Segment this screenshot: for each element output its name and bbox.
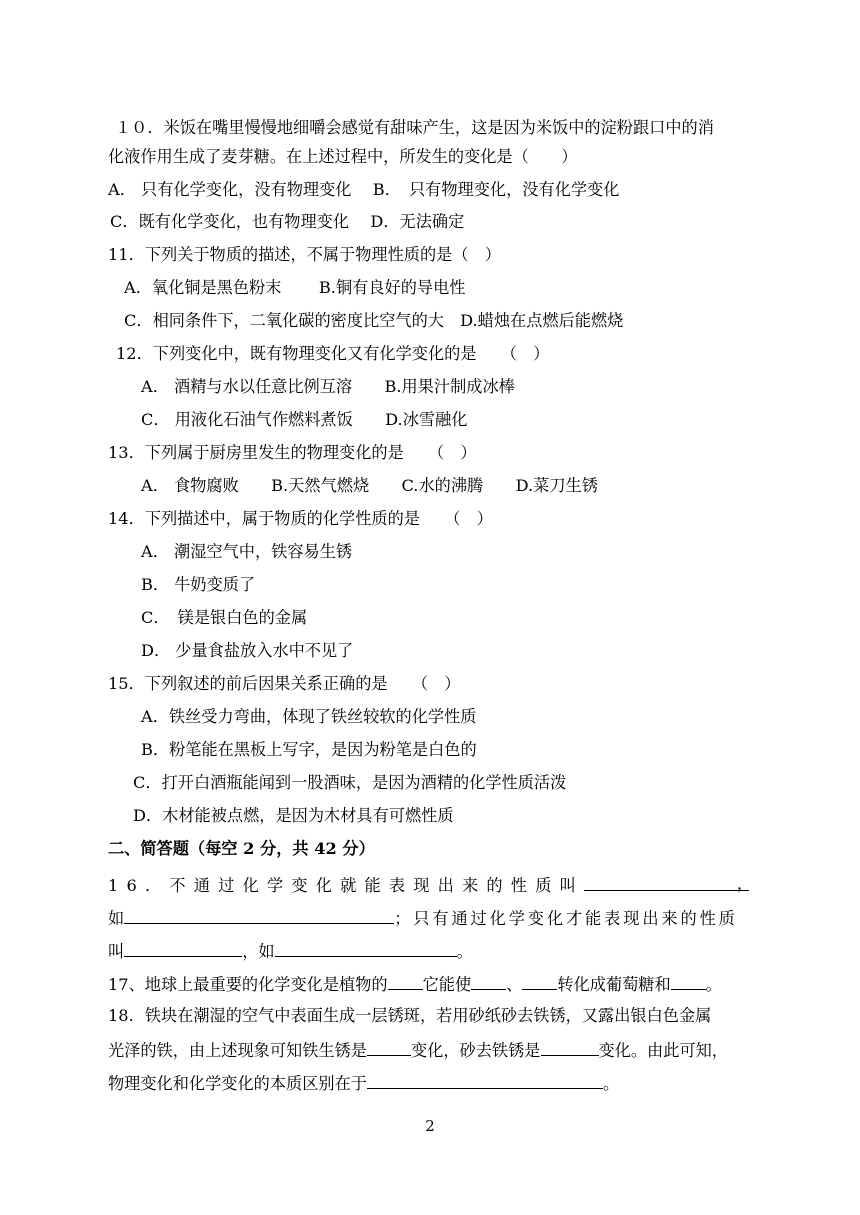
q18-blank-1[interactable] <box>367 1039 411 1056</box>
q18-line1: 18．铁块在潮湿的空气中表面生成一层锈斑，若用砂纸砂去铁锈，又露出银白色金属 <box>108 1006 712 1025</box>
q18-line3 <box>108 1072 619 1094</box>
q16-comma: ， <box>736 874 753 893</box>
q11-stem: 11．下列关于物质的描述，不属于物理性质的是（ ） <box>108 245 501 264</box>
q16-end: 。 <box>456 942 473 961</box>
q10-line2: 化液作用生成了麦芽糖。在上述过程中，所发生的变化是（ ） <box>108 147 578 166</box>
q13-options: A． 食物腐败 B.天然气燃烧 C.水的沸腾 D.菜刀生锈 <box>141 476 598 495</box>
page-number: 2 <box>425 1117 435 1135</box>
q16-blank-4[interactable] <box>275 940 457 957</box>
q15-option-a: A．铁丝受力弯曲，体现了铁丝较软的化学性质 <box>141 707 477 726</box>
q16-line1 <box>108 874 753 896</box>
q16-line2 <box>108 907 738 929</box>
q18-l2b: 变化，砂去铁锈是 <box>411 1041 541 1060</box>
q17-blank-2[interactable] <box>471 973 506 990</box>
q16-part5: ，如 <box>242 942 275 961</box>
q14-option-b: B． 牛奶变质了 <box>141 575 256 594</box>
q17-t3: 、 <box>506 975 523 994</box>
q18-blank-2[interactable] <box>541 1039 599 1056</box>
q12-stem: 12．下列变化中，既有物理变化又有化学变化的是 （ ） <box>116 344 550 363</box>
q18-line2 <box>108 1039 728 1061</box>
q14-stem: 14．下列描述中，属于物质的化学性质的是 （ ） <box>108 509 493 528</box>
q17-line <box>108 973 722 995</box>
q15-option-c: C．打开白酒瓶能闻到一股酒味，是因为酒精的化学性质活泼 <box>133 773 567 792</box>
q15-option-d: D．木材能被点燃，是因为木材具有可燃性质 <box>133 806 454 825</box>
q14-option-a: A． 潮湿空气中，铁容易生锈 <box>141 542 353 561</box>
q16-part1: 16．不通过化学变化就能表现出来的性质叫 <box>108 876 584 895</box>
q11-options-cd: C．相同条件下，二氧化碳的密度比空气的大 D.蜡烛在点燃后能燃烧 <box>124 311 624 330</box>
q16-blank-1[interactable] <box>584 874 749 891</box>
q14-option-c: C． 镁是银白色的金属 <box>141 608 308 627</box>
q15-stem: 15．下列叙述的前后因果关系正确的是 （ ） <box>108 674 461 693</box>
q11-options-ab: A．氧化铜是黑色粉末 B.铜有良好的导电性 <box>124 278 466 297</box>
q17-blank-1[interactable] <box>388 973 423 990</box>
q16-line3 <box>108 940 473 962</box>
q16-part3: ；只有通过化学变化才能表现出来的性质 <box>394 909 738 928</box>
q17-t4: 转化成葡萄糖和 <box>557 975 671 994</box>
q17-t2: 它能使 <box>422 975 472 994</box>
q18-l2a: 光泽的铁，由上述现象可知铁生锈是 <box>108 1041 367 1060</box>
q16-blank-3[interactable] <box>124 940 242 957</box>
q10-options-cd: C．既有化学变化，也有物理变化 D．无法确定 <box>110 212 465 231</box>
q12-options-ab: A． 酒精与水以任意比例互溶 B.用果汁制成冰棒 <box>141 377 515 396</box>
q17-t1: 17、地球上最重要的化学变化是植物的 <box>108 975 388 994</box>
q16-part4: 叫 <box>108 942 125 961</box>
q10-options-ab: A． 只有化学变化，没有物理变化 B． 只有物理变化，没有化学变化 <box>108 180 620 199</box>
q17-blank-3[interactable] <box>522 973 557 990</box>
q14-option-d: D． 少量食盐放入水中不见了 <box>141 641 354 660</box>
q18-l3b: 。 <box>603 1074 620 1093</box>
q15-option-b: B．粉笔能在黑板上写字，是因为粉笔是白色的 <box>141 740 477 759</box>
q17-blank-4[interactable] <box>671 973 706 990</box>
q18-l3a: 物理变化和化学变化的本质区别在于 <box>108 1074 367 1093</box>
q10-line1: １０．米饭在嘴里慢慢地细嚼会感觉有甜味产生，这是因为米饭中的淀粉跟口中的消 <box>115 118 714 137</box>
q12-options-cd: C． 用液化石油气作燃料煮饭 D.冰雪融化 <box>141 410 468 429</box>
q17-t5: 。 <box>705 975 722 994</box>
q16-part2: 如 <box>108 909 125 928</box>
section-2-title: 二、简答题（每空 2 分，共 42 分） <box>108 839 375 858</box>
q16-blank-2[interactable] <box>124 907 394 924</box>
q13-stem: 13．下列属于厨房里发生的物理变化的是 （ ） <box>108 443 477 462</box>
q18-blank-3[interactable] <box>367 1072 603 1089</box>
q18-l2c: 变化。由此可知， <box>598 1041 728 1060</box>
